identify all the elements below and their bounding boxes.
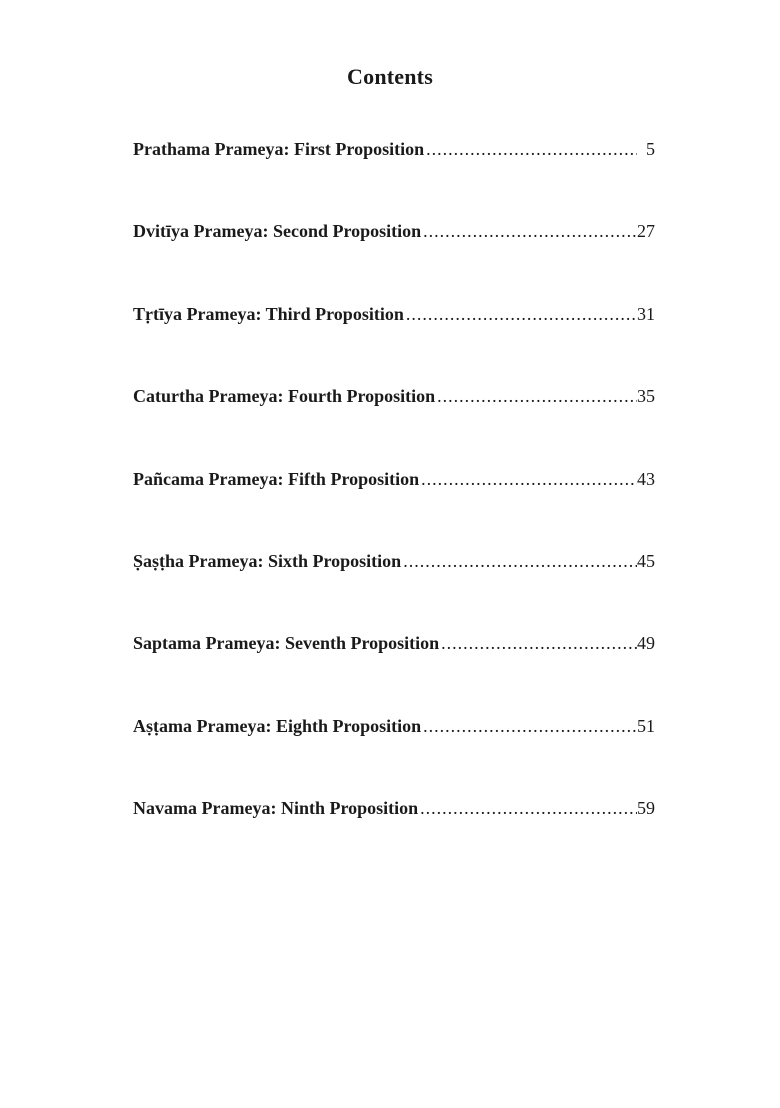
dot-leader [435,385,637,407]
toc-entry-fifth[interactable] [133,468,655,550]
toc-entry-label: Aṣṭama Prameya: Eighth Proposition [133,715,422,736]
toc-entry-page: 49 [637,633,655,654]
toc-entry-ninth[interactable] [133,797,655,879]
toc-entry-second[interactable] [133,220,655,302]
toc-entry-label: Ṣaṣṭha Prameya: Sixth Proposition [133,550,402,571]
toc-entry-label: Caturtha Prameya: Fourth Proposition [133,386,436,407]
toc-entry-page: 35 [637,386,655,407]
toc-entry-page: 5 [646,139,655,159]
toc-entry-page: 27 [637,221,655,242]
dot-leader [424,138,637,160]
dot-leader [404,303,637,325]
dot-leader [421,220,637,242]
toc-entry-page: 45 [637,550,655,571]
dot-leader [439,632,637,654]
toc-entry-page: 51 [637,715,655,736]
toc-entry-label: Pañcama Prameya: Fifth Proposition [133,468,420,489]
dot-leader [401,550,637,572]
toc-entry-fourth[interactable] [133,385,655,467]
toc-entry-label: Prathama Prameya: First Proposition [133,139,425,159]
dot-leader [418,797,637,819]
toc-entry-page: 43 [637,468,655,489]
toc-entry-label: Saptama Prameya: Seventh Proposition [133,633,440,654]
toc-entry-page: 31 [637,303,655,324]
toc-entry-eighth[interactable] [133,715,655,797]
dot-leader [421,715,637,737]
page-title: Contents [347,64,433,89]
toc-entry-third[interactable] [133,303,655,385]
table-of-contents [133,138,655,880]
toc-entry-label: Navama Prameya: Ninth Proposition [133,798,419,819]
toc-entry-label: Dvitīya Prameya: Second Proposition [133,221,422,242]
toc-entry-first[interactable] [133,138,655,220]
toc-entry-page: 59 [637,798,655,819]
dot-leader [419,468,637,490]
toc-entry-sixth[interactable] [133,550,655,632]
toc-entry-label: Tṛtīya Prameya: Third Proposition [133,303,404,324]
toc-entry-seventh[interactable] [133,632,655,714]
